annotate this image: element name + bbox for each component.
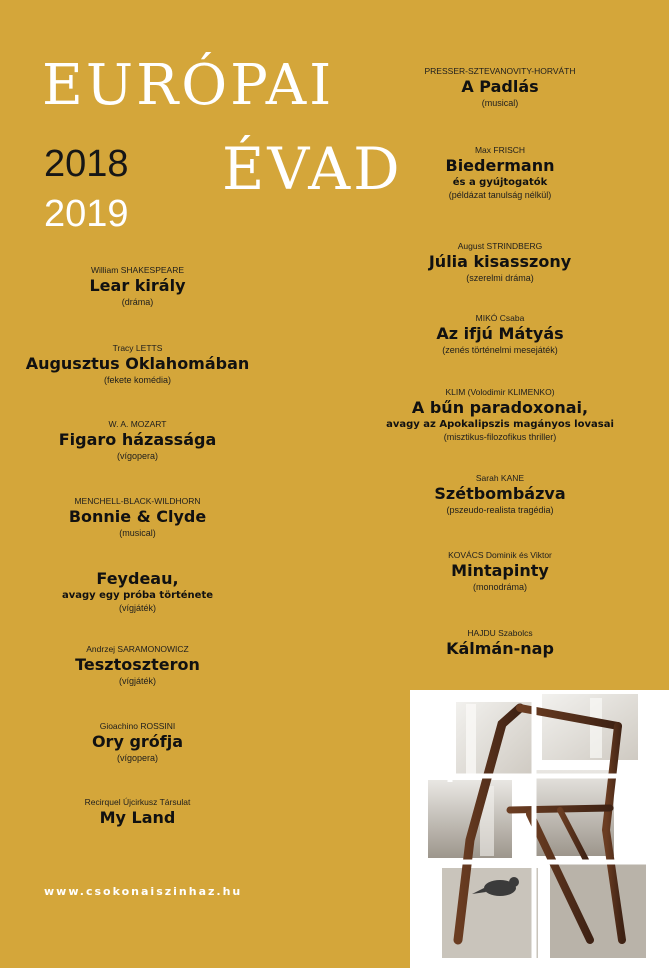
show-genre: (fekete komédia) xyxy=(103,375,172,385)
show-author: W. A. MOZART xyxy=(108,419,167,429)
show-title: Figaro házassága xyxy=(58,430,217,449)
show-genre: (pszeudo-realista tragédia) xyxy=(446,505,554,515)
show-title: Augusztus Oklahomában xyxy=(25,354,250,373)
show-genre: (vígopera) xyxy=(116,753,159,763)
show-title: Az ifjú Mátyás xyxy=(436,324,564,343)
show-bonnie-clyde xyxy=(0,495,275,553)
title-evad: ÉVAD xyxy=(222,135,403,203)
show-my-land xyxy=(0,796,275,828)
year-2019: 2019 xyxy=(44,193,129,235)
show-genre: (musical) xyxy=(481,98,519,108)
show-genre: (zenés történelmi mesejáték) xyxy=(442,345,558,355)
chair-illustration xyxy=(410,690,669,968)
show-title: Tesztoszteron xyxy=(75,655,200,674)
show-author: Sarah KANE xyxy=(475,473,525,483)
show-author: MENCHELL-BLACK-WILDHORN xyxy=(74,496,201,506)
show-title: Mintapinty xyxy=(451,561,549,580)
show-author: Gioachino ROSSINI xyxy=(99,721,176,731)
year-2018: 2018 xyxy=(44,143,129,185)
show-az-ifju-matyas xyxy=(342,312,658,370)
show-author: Tracy LETTS xyxy=(112,343,163,353)
show-title: Ory grófja xyxy=(91,732,184,751)
show-title: Lear király xyxy=(89,276,186,295)
show-subtitle: avagy egy próba története xyxy=(61,590,214,601)
show-title: My Land xyxy=(99,808,176,827)
chair-photo-collage xyxy=(410,690,669,968)
show-subtitle: avagy az Apokalipszis magányos lovasai xyxy=(386,419,614,430)
show-author: PRESSER-SZTEVANOVITY-HORVÁTH xyxy=(424,66,576,76)
right-program-column xyxy=(342,65,658,659)
show-a-padlas xyxy=(342,65,658,123)
show-tesztoszteron xyxy=(0,643,275,701)
show-szetbombazva xyxy=(342,472,658,530)
show-title: A bűn paradoxonai, xyxy=(411,398,589,417)
show-title: A Padlás xyxy=(461,77,539,96)
title-europai: EURÓPAI xyxy=(42,53,335,118)
show-biedermann xyxy=(342,144,658,216)
show-genre: (vígopera) xyxy=(116,451,159,461)
show-title: Biedermann xyxy=(445,156,555,175)
show-author: William SHAKESPEARE xyxy=(90,265,185,275)
show-genre: (példázat tanulság nélkül) xyxy=(448,190,552,200)
show-genre: (szerelmi dráma) xyxy=(466,273,534,283)
show-subtitle: és a gyújtogatók xyxy=(452,177,548,188)
show-genre: (monodráma) xyxy=(472,582,528,592)
show-julia-kisasszony xyxy=(342,240,658,298)
show-augusztus xyxy=(0,342,275,400)
show-mintapinty xyxy=(342,549,658,607)
show-title: Szétbombázva xyxy=(434,484,566,503)
show-genre: (vígjáték) xyxy=(118,676,156,686)
show-lear xyxy=(0,264,275,322)
show-author: KLIM (Volodimir KLIMENKO) xyxy=(445,387,555,397)
show-genre: (dráma) xyxy=(121,297,154,307)
show-figaro xyxy=(0,418,275,476)
show-author: MIKÓ Csaba xyxy=(475,313,525,323)
show-genre: (vígjáték) xyxy=(118,603,156,613)
show-author: August STRINDBERG xyxy=(457,241,543,251)
show-kalman-nap xyxy=(342,627,658,659)
show-author: HAJDU Szabolcs xyxy=(467,628,533,638)
left-program-column xyxy=(0,264,275,828)
show-title: Feydeau, xyxy=(96,569,179,588)
show-author: Max FRISCH xyxy=(474,145,526,155)
show-feydeau xyxy=(0,569,275,633)
show-title: Kálmán-nap xyxy=(446,639,554,658)
show-genre: (misztikus-filozofikus thriller) xyxy=(443,432,557,442)
show-author: KOVÁCS Dominik és Viktor xyxy=(448,550,552,560)
show-title: Bonnie & Clyde xyxy=(68,507,207,526)
show-a-bun-paradoxonai xyxy=(342,386,658,458)
website-link[interactable]: www.csokonaiszinhaz.hu xyxy=(44,885,243,898)
show-author: Recirquel Újcirkusz Társulat xyxy=(84,797,191,807)
show-ory-grofja xyxy=(0,720,275,778)
show-genre: (musical) xyxy=(119,528,156,538)
show-title: Júlia kisasszony xyxy=(428,252,572,271)
show-author: Andrzej SARAMONOWICZ xyxy=(86,644,189,654)
